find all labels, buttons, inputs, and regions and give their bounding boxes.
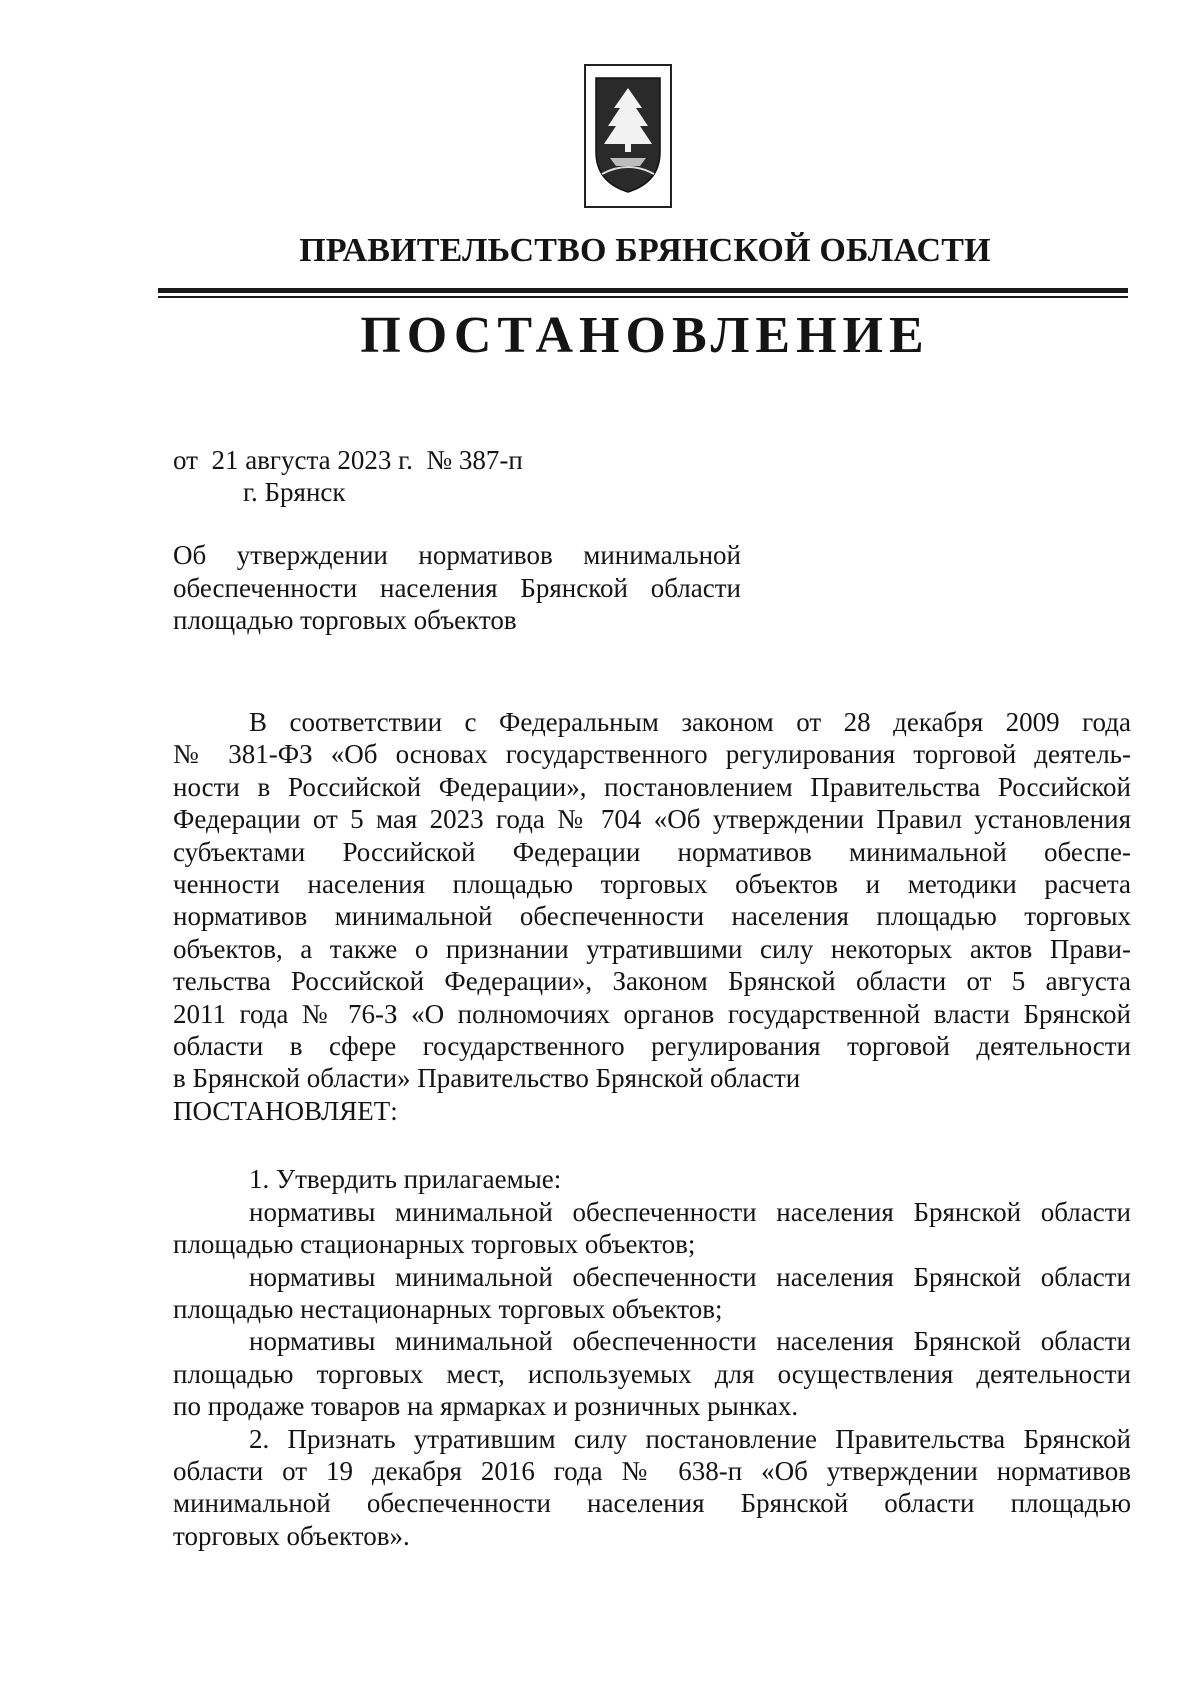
item1a-line: нормативы минимальной обеспеченности населения Брянской области	[249, 1196, 1131, 1227]
preamble-line: субъектами Российской Федерации нормативов минимальной обеспе-	[173, 836, 1131, 867]
item1c-line: площадью торговых мест, используемых для осуществления деятельности	[173, 1358, 1131, 1389]
header-rule-thick	[158, 288, 1128, 293]
preamble-line: в Брянской области» Правительство Брянской области	[173, 1063, 801, 1094]
preamble-line: области в сфере государственного регулирования торговой деятельности	[173, 1031, 1131, 1062]
item2-line: минимальной обеспеченности населения Брянской области площадью	[173, 1488, 1131, 1519]
subject-line: площадью торговых объектов	[173, 605, 517, 635]
preamble-line: объектов, а также о признании утратившими силу некоторых актов Прави-	[173, 933, 1131, 964]
document-body	[173, 706, 1131, 1552]
organization-title: ПРАВИТЕЛЬСТВО БРЯНСКОЙ ОБЛАСТИ	[299, 232, 991, 269]
item1a-line: площадью стационарных торговых объектов;	[173, 1229, 696, 1260]
preamble-line: тельства Российской Федерации», Законом Брянской области от 5 августа	[173, 966, 1131, 997]
preamble-line: ченности населения площадью торговых объектов и методики расчета	[173, 869, 1131, 900]
preamble-line: 2011 года № 76-З «О полномочиях органов государственной власти Брянской	[173, 998, 1131, 1029]
preamble-line: ности в Российской Федерации», постановлением Правительства Российской	[173, 771, 1131, 802]
date-number-line: от 21 августа 2023 г. № 387-п	[173, 445, 523, 475]
item1b-line: площадью нестационарных торговых объектов;	[173, 1293, 723, 1324]
item1c-line: по продаже товаров на ярмарках и розничных рынках.	[173, 1391, 799, 1422]
preamble-line: В соответствии с Федеральным законом от 28 декабря 2009 года	[249, 707, 1131, 737]
preamble-line: Федерации от 5 мая 2023 года № 704 «Об утверждении Правил установления	[173, 804, 1131, 835]
item1c-line: нормативы минимальной обеспеченности населения Брянской области	[249, 1326, 1131, 1357]
item2-line: торговых объектов».	[173, 1520, 410, 1551]
item1-heading: 1. Утвердить прилагаемые:	[249, 1164, 562, 1195]
subject-line: Об утверждении нормативов минимальной	[173, 540, 741, 570]
resolves-line: ПОСТАНОВЛЯЕТ:	[173, 1095, 398, 1126]
coat-of-arms-icon	[592, 74, 664, 198]
item2-line: 2. Признать утратившим силу постановление Правительства Брянской	[249, 1423, 1131, 1454]
subject-line: обеспеченности населения Брянской области	[173, 572, 741, 603]
preamble-line: № 381-ФЗ «Об основах государственного регулирования торговой деятель-	[173, 739, 1131, 770]
coat-of-arms-emblem	[584, 64, 672, 208]
document-type-title: ПОСТАНОВЛЕНИЕ	[360, 307, 930, 364]
city-line: г. Брянск	[243, 477, 346, 507]
preamble-line: нормативов минимальной обеспеченности населения площадью торговых	[173, 901, 1131, 932]
item1b-line: нормативы минимальной обеспеченности населения Брянской области	[249, 1261, 1131, 1292]
header-rule-thin	[158, 296, 1128, 298]
document-subject	[173, 539, 741, 637]
document-meta	[173, 444, 523, 508]
paragraph-gap	[173, 1127, 1131, 1163]
item2-line: области от 19 декабря 2016 года № 638-п «Об утверждении нормативов	[173, 1455, 1131, 1486]
